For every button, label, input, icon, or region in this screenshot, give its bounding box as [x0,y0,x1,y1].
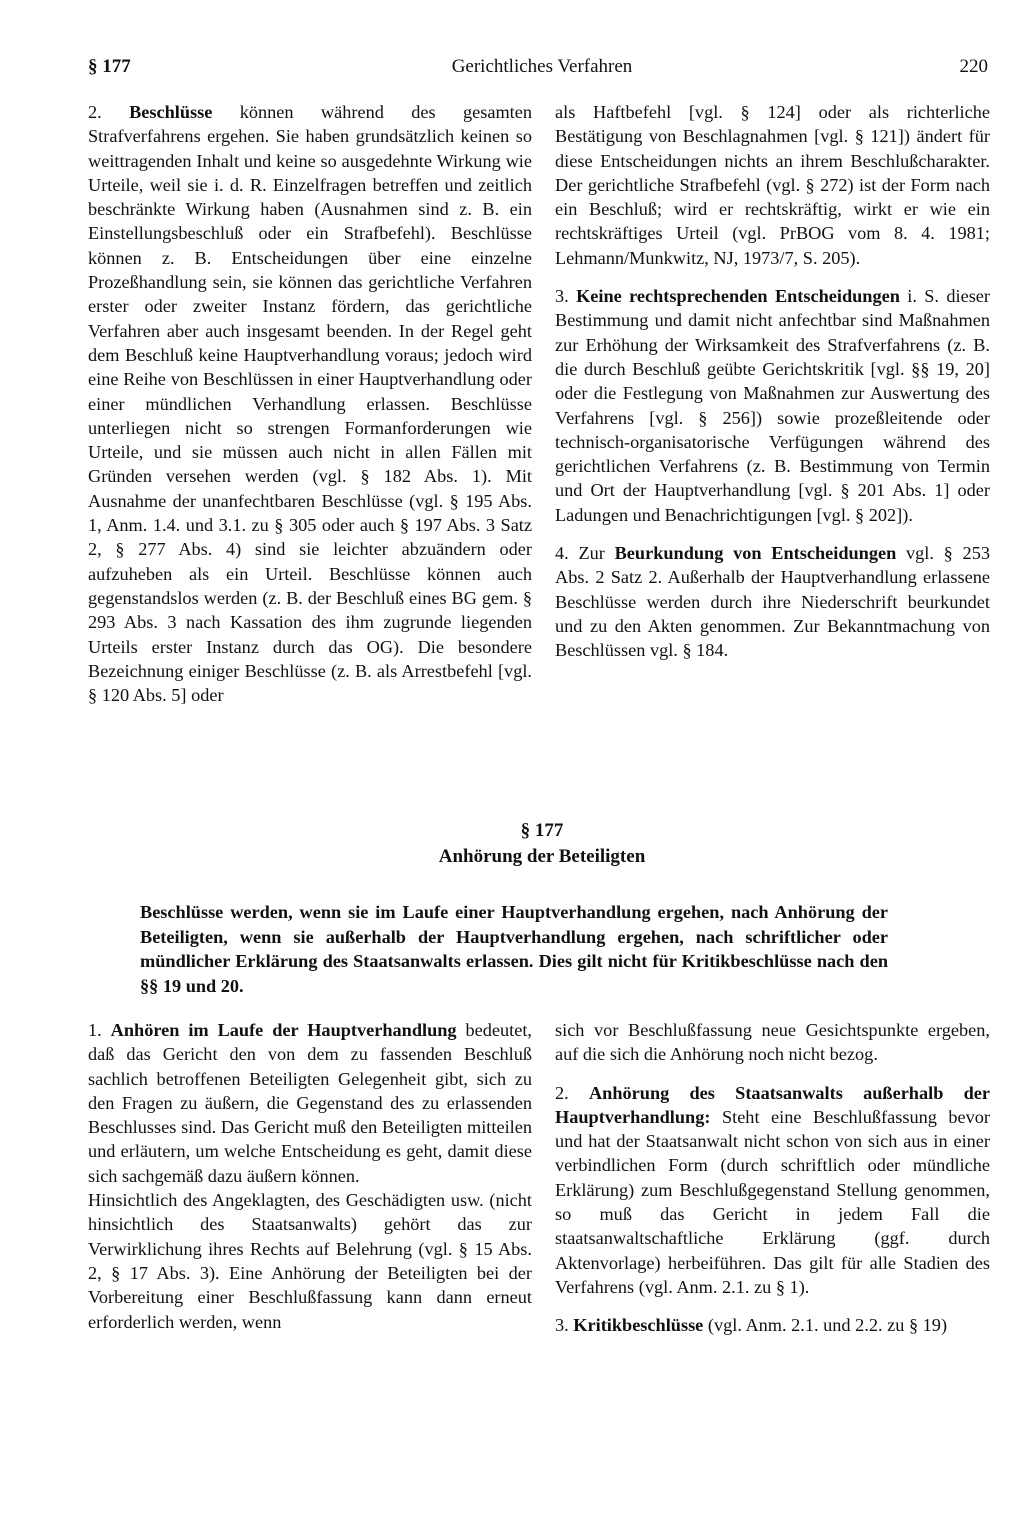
section-title: Anhörung der Beteiligten [438,846,646,867]
commentary-column-top-right [555,100,990,663]
paragraph-keyword: Anhörung des Staatsanwalts außerhalb der Hauptverhandlung: [555,1082,991,1127]
commentary-column-top-left [88,100,532,707]
commentary-paragraph [555,1313,990,1337]
paragraph-keyword: Keine rechtsprechenden Entscheidungen [576,286,900,307]
commentary-paragraph [555,541,990,662]
paragraph-text: i. S. dieser Bestimmung und damit nicht anfechtbar sind Maßnahmen zur Erhöhung der Wirksamkeit des Strafverfahrens (z. B. die durch Beschluß geübte Gerichtskritik [vgl. §§ 19, 20] oder die Festlegung von Maßnahmen zur Auswertung des Verfahrens [vgl. § 256]) sowie prozeßleitende oder technisch-organisatorische Verfügungen während des gerichtlichen Verfahrens (z. B. Bestimmung von Termin und Ort der Hauptverhandlung [vgl. § 201 Abs. 1] oder Ladungen und Benachrichtigungen [vgl. § 202]). [555,286,991,525]
commentary-column-bottom-right [555,1018,990,1338]
paragraph-keyword: Beurkundung von Entscheidungen [614,543,897,564]
paragraph-number: 3. [555,1315,574,1336]
paragraph-number: 4. Zur [555,543,615,564]
commentary-paragraph [555,1081,990,1300]
paragraph-number: 2. [555,1082,589,1103]
paragraph-keyword: Kritikbeschlüsse [573,1315,704,1336]
commentary-paragraph [555,284,990,527]
section-number: § 177 [520,820,564,841]
commentary-paragraph [88,1018,532,1188]
running-header [0,56,1024,86]
statute-text: Beschlüsse werden, wenn sie im Laufe einer Hauptverhandlung ergehen, nach Anhörung der Beteiligten, wenn sie außerhalb der Hauptverhandlung ergehen, nach schriftlicher oder mündlicher Erklärung des Staatsanwalts erlassen. Dies gilt nicht für Kritikbeschlüsse nach den §§ 19 und 20. [140,902,888,996]
commentary-paragraph [555,1018,990,1067]
commentary-paragraph [88,100,532,707]
paragraph-text: (vgl. Anm. 2.1. und 2.2. zu § 19) [703,1315,948,1336]
paragraph-keyword: Anhören im Laufe der Hauptverhandlung [110,1020,457,1040]
page-number: 220 [959,56,988,77]
commentary-paragraph [88,1188,532,1334]
paragraph-text: Hinsichtlich des Angeklagten, des Geschädigten usw. (nicht hinsichtlich des Staatsanwalts) gehört das zur Verwirklichung ihres Rechts auf Belehrung (vgl. § 15 Abs. 2, § 17 Abs. 3). Eine Anhörung der Beteiligten bei der Vorbereitung einer Beschlußfassung kann dann erneut erforderlich werden, wenn [88,1190,532,1332]
paragraph-keyword: Beschlüsse [129,102,213,122]
paragraph-text: können während des gesamten Strafverfahrens ergehen. Sie haben grundsätzlich keinen so weittragenden Inhalt und keine so ausgedehnte Wirkung wie Urteile, weil sie i. d. R. Einzelfragen betreffen und zeitlich beschränkte Wirkung haben (Ausnahmen sind z. B. ein Einstellungsbeschluß oder ein Strafbefehl). Beschlüsse können z. B. Entscheidungen über eine einzelne Prozeßhandlung sein, sie können das gerichtliche Verfahren erster oder zweiter Instanz fördern, das gerichtliche Verfahren aber auch insgesamt beenden. In der Regel geht dem Beschluß keine Hauptverhandlung voraus; jedoch wird eine Reihe von Beschlüssen in einer Hauptverhandlung oder einer mündlichen Verhandlung erlassen. Beschlüsse unterliegen nicht so strengen Formanforderungen wie Urteile, und sie müssen auch nicht in allen Fällen mit Gründen versehen werden (vgl. § 182 Abs. 1). Mit Ausnahme der unanfechtbaren Beschlüsse (vgl. § 195 Abs. 1, Anm. 1.4. und 3.1. zu § 305 oder auch § 197 Abs. 3 Satz 2, § 277 Abs. 4) sind sie leichter abzuändern oder aufzuheben als ein Urteil. Beschlüsse können auch gegenstandslos werden (z. B. der Beschluß eines BG gem. § 293 Abs. 3 nach Kassation des ihm zugrunde liegenden Urteils erster Instanz durch das OG). Die besondere Bezeichnung einiger Beschlüsse (z. B. als Arrestbefehl [vgl. § 120 Abs. 5] oder [88,102,532,706]
paragraph-text: vgl. § 253 Abs. 2 Satz 2. Außerhalb der Hauptverhandlung erlassene Beschlüsse werden durch ihre Niederschrift beurkundet und zu den Akten genommen. Zur Bekanntmachung von Beschlüssen vgl. § 184. [555,543,990,661]
paragraph-text: als Haftbefehl [vgl. § 124] oder als richterliche Bestätigung von Beschlagnahmen [vgl. § 121]) ändert für diese Entscheidungen nichts an ihrem Beschlußcharakter. Der gerichtliche Strafbefehl (vgl. § 272) ist der Form nach ein Beschluß; wird er rechtskräftig, wirkt er wie ein rechtskräftiges Urteil (vgl. PrBOG vom 8. 4. 1981; Lehmann/Munkwitz, NJ, 1973/7, S. 205). [555,102,990,268]
header-chapter-title: Gerichtliches Verfahren [451,56,633,77]
paragraph-text: bedeutet, daß das Gericht den von dem zu fassenden Beschluß sachlich betroffenen Beteiligten Gelegenheit gibt, sich zu den Fragen zu äußern, die Gegenstand des zu erlassenden Beschlusses sind. Das Gericht muß den Beteiligten mitteilen und erläutern, um welche Entscheidung es geht, damit diese sich sachgemäß dazu äußern können. [88,1020,532,1186]
paragraph-text: sich vor Beschlußfassung neue Gesichtspunkte ergeben, auf die sich die Anhörung noch nicht bezog. [555,1020,990,1065]
paragraph-number: 3. [555,286,577,307]
section-heading [0,818,1024,870]
paragraph-text: Steht eine Beschlußfassung bevor und hat der Staatsanwalt nicht schon von sich aus in einer verbindlichen Form (durch schriftlich oder mündliche Erklärung) zum Beschlußgegenstand Stellung genommen, so muß das Gericht in jedem Fall die staatsanwaltschaftliche Erklärung (ggf. durch Aktenvorlage) herbeiführen. Das gilt für alle Stadien des Verfahrens (vgl. Anm. 2.1. zu § 1). [555,1106,990,1297]
commentary-paragraph [555,100,990,270]
paragraph-number: 1. [88,1020,111,1040]
paragraph-number: 2. [88,102,130,122]
commentary-column-bottom-left [88,1018,532,1334]
header-section-number: § 177 [88,56,131,77]
